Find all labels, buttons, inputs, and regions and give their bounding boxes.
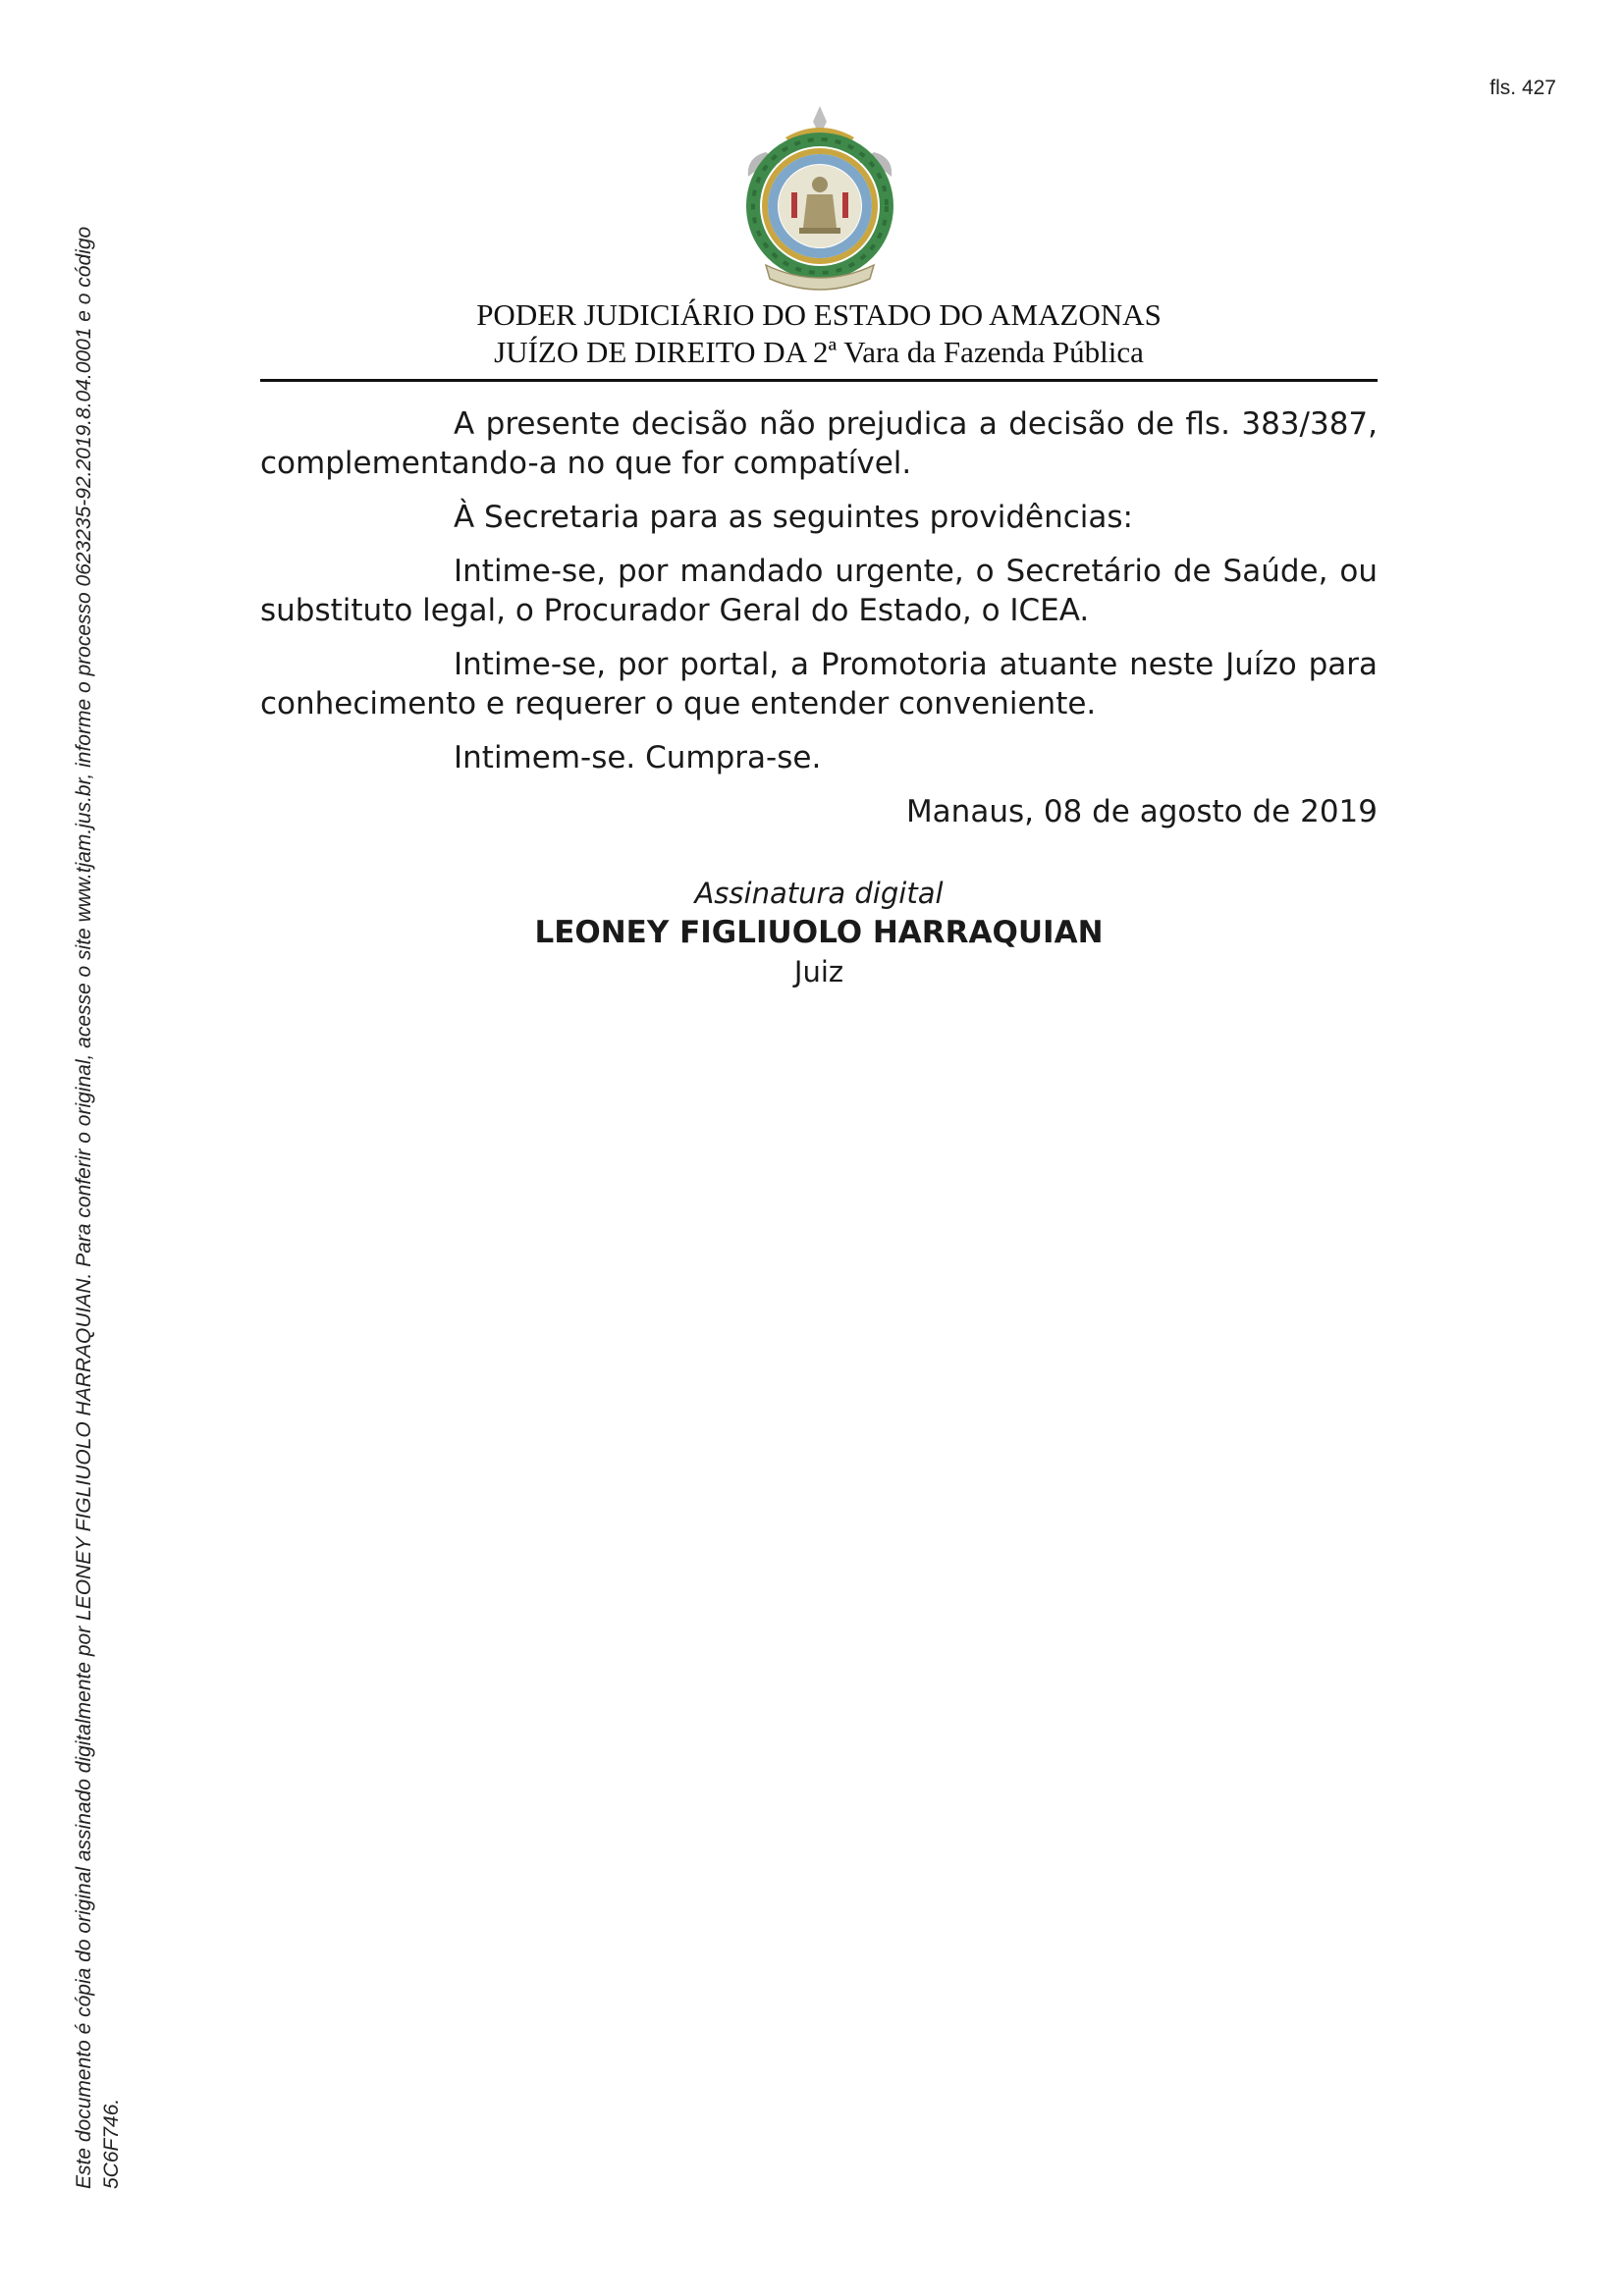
signature-block [260, 874, 1378, 991]
paragraph: A presente decisão não prejudica a decisão de fls. 383/387, complementando-a no que for compatível. [260, 406, 1378, 481]
page-number: fls. 427 [1489, 77, 1556, 99]
court-seal-icon [727, 98, 913, 294]
court-division: JUÍZO DE DIREITO DA 2ª Vara da Fazenda Pública [494, 335, 1144, 369]
paragraph: Intime-se, por portal, a Promotoria atuante neste Juízo para conhecimento e requerer o que entender conveniente. [260, 647, 1378, 721]
paragraph: À Secretaria para as seguintes providências: [454, 500, 1133, 535]
signer-name: LEONEY FIGLIUOLO HARRAQUIAN [534, 915, 1104, 950]
paragraph: Intime-se, por mandado urgente, o Secretário de Saúde, ou substituto legal, o Procurador Geral do Estado, o ICEA. [260, 554, 1378, 628]
signature-label: Assinatura digital [694, 877, 944, 910]
decision-body [260, 404, 1378, 831]
court-header [260, 296, 1378, 371]
signer-role: Juiz [793, 955, 844, 988]
header-divider [260, 379, 1378, 382]
paragraph: Intimem-se. Cumpra-se. [454, 740, 822, 775]
court-name: PODER JUDICIÁRIO DO ESTADO DO AMAZONAS [476, 297, 1162, 332]
date-line: Manaus, 08 de agosto de 2019 [905, 794, 1378, 829]
digital-signature-notice: Este documento é cópia do original assinado digitalmente por LEONEY FIGLIUOLO HARRAQUIAN. Para conferir o original, acesse o site www.tjam.jus.br, informe o processo 0623235-92.2019.8.04.0001 e o código 5C6F746. [73, 226, 123, 2189]
